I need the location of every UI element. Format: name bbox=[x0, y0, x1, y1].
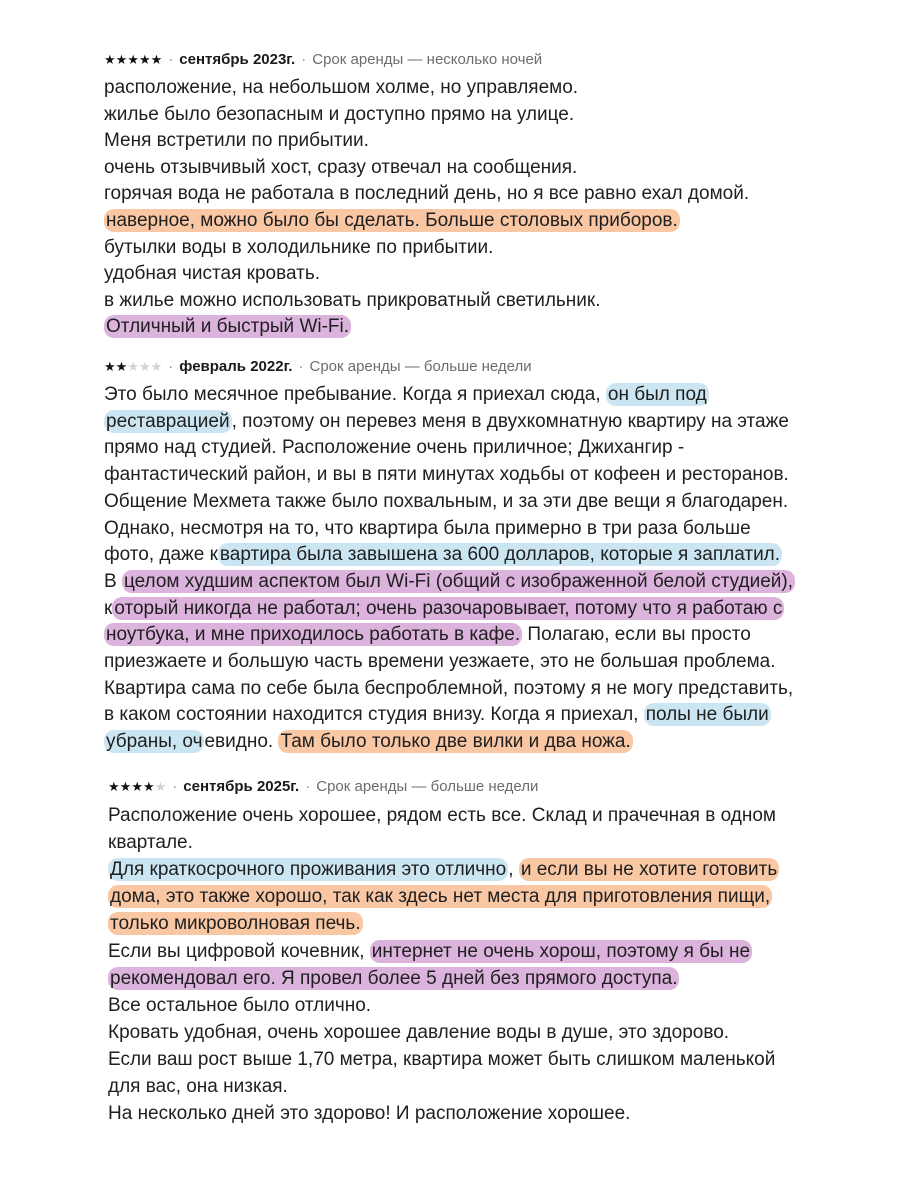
star-empty-icon: ★ bbox=[138, 358, 151, 374]
text-segment: очень отзывчивый хост, сразу отвечал на сообщения. bbox=[104, 156, 578, 178]
separator-dot: · bbox=[168, 357, 174, 375]
text-segment: Расположение очень хорошее, рядом есть все. Склад и прачечная в одном bbox=[108, 805, 776, 826]
review-line bbox=[104, 261, 320, 288]
separator-dot: · bbox=[298, 357, 304, 375]
text-segment: жилье было безопасным и доступно прямо на улице. bbox=[104, 103, 575, 125]
text-segment: Если вы цифровой кочевник, bbox=[108, 940, 370, 962]
review-line bbox=[104, 489, 788, 516]
review-line bbox=[104, 382, 709, 409]
review-line bbox=[108, 993, 371, 1020]
review-line bbox=[104, 622, 751, 649]
review-line bbox=[104, 596, 784, 623]
review-line bbox=[104, 75, 578, 102]
review-date: сентябрь 2023г. bbox=[179, 50, 296, 68]
star-empty-icon: ★ bbox=[150, 358, 163, 374]
review-line bbox=[104, 208, 680, 235]
review-line bbox=[108, 803, 776, 830]
review-line bbox=[104, 542, 782, 569]
highlight-blue: реставрацией bbox=[106, 410, 230, 432]
highlight-blue: он был под bbox=[607, 384, 707, 405]
review-line bbox=[108, 830, 193, 857]
highlight-orange: Там было только две вилки и два ножа. bbox=[280, 731, 631, 753]
star-filled-icon: ★ bbox=[119, 778, 132, 794]
text-segment: бутылки воды в холодильнике по прибытии. bbox=[104, 236, 494, 258]
highlight-purple: рекомендовал его. Я провел более 5 дней без прямого доступа. bbox=[110, 967, 678, 989]
review-line bbox=[104, 462, 789, 489]
review-line bbox=[108, 911, 363, 938]
review-line bbox=[108, 857, 779, 884]
text-segment: Общение Мехмета также было похвальным, и за эти две вещи я благодарен. bbox=[104, 490, 789, 512]
highlight-orange: только микроволновая печь. bbox=[110, 913, 361, 935]
text-segment: , bbox=[508, 859, 519, 881]
highlight-purple: целом худшим аспектом был Wi-Fi (общий с изображенной белой студией), bbox=[123, 570, 793, 592]
review-meta bbox=[104, 353, 532, 379]
text-segment: Квартира сама по себе была беспроблемной, поэтому я не могу представить, bbox=[104, 677, 794, 699]
text-segment: Полагаю, если вы просто bbox=[522, 624, 751, 646]
star-rating bbox=[104, 360, 162, 373]
star-filled-icon: ★ bbox=[127, 51, 139, 67]
separator-dot: · bbox=[301, 50, 307, 68]
text-segment: Однако, несмотря на то, что квартира была примерно в три раза больше bbox=[104, 517, 751, 539]
review-line bbox=[108, 1074, 288, 1101]
highlight-orange: дома, это также хорошо, так как здесь нет места для приготовления пищи, bbox=[110, 886, 771, 908]
text-segment: В bbox=[104, 570, 122, 592]
separator-dot: · bbox=[305, 777, 311, 795]
text-segment: в жилье можно использовать прикроватный светильник. bbox=[104, 289, 601, 311]
review-line bbox=[108, 1101, 630, 1128]
highlight-blue: полы не были bbox=[645, 704, 769, 726]
text-segment: к bbox=[104, 597, 113, 619]
review-date: сентябрь 2025г. bbox=[183, 777, 300, 795]
stay-duration: Срок аренды — больше недели bbox=[316, 777, 539, 795]
star-filled-icon: ★ bbox=[104, 358, 116, 374]
review-line bbox=[104, 128, 369, 155]
highlight-purple: Отличный и быстрый Wi-Fi. bbox=[106, 316, 350, 338]
review-line bbox=[104, 155, 577, 182]
text-segment: квартале. bbox=[108, 832, 193, 854]
highlight-blue: вартира была завышена за 600 долларов, которые я заплатил. bbox=[219, 544, 781, 566]
text-segment: Все остальное было отлично. bbox=[108, 994, 372, 1016]
star-empty-icon: ★ bbox=[154, 778, 167, 794]
text-segment: Меня встретили по прибытии. bbox=[104, 130, 369, 152]
review-meta bbox=[108, 773, 538, 799]
review-meta bbox=[104, 46, 542, 72]
review-line bbox=[104, 435, 684, 462]
star-filled-icon: ★ bbox=[131, 778, 143, 794]
review-line bbox=[104, 516, 751, 543]
text-segment: удобная чистая кровать. bbox=[104, 263, 321, 285]
review-line bbox=[104, 181, 749, 208]
text-segment: Кровать удобная, очень хорошее давление воды в душе, это здорово. bbox=[108, 1021, 730, 1043]
highlight-orange: наверное, можно было бы сделать. Больше столовых приборов. bbox=[106, 210, 678, 231]
text-segment: евидно. bbox=[204, 731, 279, 753]
star-empty-icon: ★ bbox=[127, 358, 139, 374]
text-segment: расположение, на небольшом холме, но управляемо. bbox=[104, 77, 579, 98]
text-segment: , поэтому он перевез меня в двухкомнатную квартиру на этаже bbox=[231, 410, 789, 432]
separator-dot: · bbox=[168, 50, 174, 68]
star-filled-icon: ★ bbox=[115, 358, 128, 374]
review-line bbox=[104, 409, 789, 436]
review-line bbox=[104, 676, 793, 703]
separator-dot: · bbox=[172, 777, 178, 795]
text-segment: Это было месячное пребывание. Когда я приехал сюда, bbox=[104, 384, 606, 405]
star-filled-icon: ★ bbox=[138, 51, 151, 67]
review-date: февраль 2022г. bbox=[179, 357, 293, 375]
text-segment: Если ваш рост выше 1,70 метра, квартира может быть слишком маленькой bbox=[108, 1048, 776, 1070]
text-segment: фантастический район, и вы в пяти минутах ходьбы от кофеен и ресторанов. bbox=[104, 464, 789, 486]
review-line bbox=[104, 729, 633, 756]
review-line bbox=[104, 649, 775, 676]
review-line bbox=[104, 288, 601, 315]
star-filled-icon: ★ bbox=[150, 51, 163, 67]
highlight-orange: и если вы не хотите готовить bbox=[520, 859, 778, 881]
text-segment: горячая вода не работала в последний день, но я все равно ехал домой. bbox=[104, 183, 750, 205]
star-filled-icon: ★ bbox=[104, 51, 116, 67]
review-line bbox=[104, 102, 574, 129]
highlight-purple: оторый никогда не работал; очень разочаровывает, потому что я работаю с bbox=[114, 597, 783, 619]
star-filled-icon: ★ bbox=[115, 51, 128, 67]
text-segment: фото, даже к bbox=[104, 544, 218, 566]
stay-duration: Срок аренды — больше недели bbox=[309, 357, 532, 375]
highlight-purple: интернет не очень хорош, поэтому я бы не bbox=[371, 940, 751, 962]
highlight-blue: убраны, оч bbox=[106, 731, 203, 753]
review-line bbox=[104, 235, 493, 262]
highlight-purple: ноутбука, и мне приходилось работать в кафе. bbox=[106, 624, 521, 646]
star-filled-icon: ★ bbox=[142, 778, 155, 794]
text-segment: прямо над студией. Расположение очень приличное; Джихангир - bbox=[104, 437, 685, 459]
star-rating bbox=[104, 53, 162, 66]
stay-duration: Срок аренды — несколько ночей bbox=[312, 50, 543, 68]
review-line bbox=[104, 569, 795, 596]
text-segment: для вас, она низкая. bbox=[108, 1076, 288, 1097]
text-segment: в каком состоянии находится студия внизу. Когда я приехал, bbox=[104, 704, 644, 726]
star-filled-icon: ★ bbox=[108, 778, 120, 794]
text-segment: приезжаете и большую часть времени уезжаете, это не большая проблема. bbox=[104, 651, 776, 672]
review-line bbox=[108, 884, 772, 911]
text-segment: На несколько дней это здорово! И расположение хорошее. bbox=[108, 1103, 631, 1125]
review-line bbox=[108, 966, 679, 993]
review-line bbox=[108, 939, 752, 966]
star-rating bbox=[108, 780, 166, 793]
review-line bbox=[104, 702, 771, 729]
review-line bbox=[108, 1020, 729, 1047]
review-line bbox=[104, 314, 351, 341]
highlight-blue: Для краткосрочного проживания это отлично bbox=[110, 859, 507, 881]
review-line bbox=[108, 1047, 775, 1074]
